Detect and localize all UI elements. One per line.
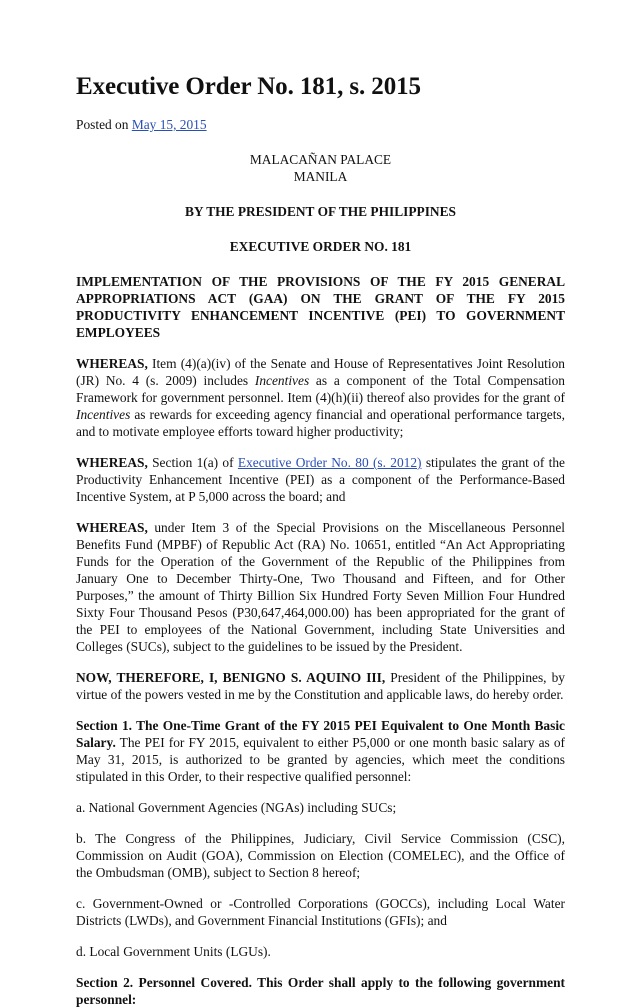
document-title: Executive Order No. 181, s. 2015 bbox=[76, 73, 421, 100]
list-item-d: d. Local Government Units (LGUs). bbox=[76, 944, 271, 959]
order-number: EXECUTIVE ORDER NO. 181 bbox=[229, 239, 412, 254]
emphasis-text: Incentives bbox=[254, 373, 310, 388]
by-line: BY THE PRESIDENT OF THE PHILIPPINES bbox=[185, 204, 456, 219]
posted-line bbox=[76, 116, 565, 133]
now-therefore-paragraph bbox=[76, 669, 565, 703]
section-2-paragraph bbox=[76, 974, 565, 1008]
whereas-paragraph-3 bbox=[76, 519, 565, 655]
list-item-c: c. Government-Owned or -Controlled Corporations (GOCCs), including Local Water Districts (LWDs), and Government Financial Institutions (GFIs); and bbox=[76, 896, 565, 928]
posted-date-link[interactable]: May 15, 2015 bbox=[131, 117, 207, 132]
paragraph-text: Section 1(a) of bbox=[147, 455, 238, 470]
executive-order-80-link[interactable]: Executive Order No. 80 (s. 2012) bbox=[237, 455, 422, 470]
now-therefore-lead: NOW, THEREFORE, I, BENIGNO S. AQUINO III, bbox=[76, 670, 386, 685]
posted-prefix: Posted on bbox=[76, 117, 132, 132]
emphasis-text: Incentives bbox=[76, 407, 131, 422]
paragraph-text: as rewards for exceeding agency financial and operational performance targets, and to motivate employee efforts toward higher productivity; bbox=[76, 407, 565, 439]
paragraph-text: as a component of the Total Compensation Framework for government personnel. Item (4)(h)(ii) thereof also provides for the grant of bbox=[76, 373, 565, 405]
whereas-lead: WHEREAS, bbox=[76, 520, 148, 535]
city-heading: MANILA bbox=[293, 169, 348, 184]
section-1-heading: Section 1. The One-Time Grant of the FY 2015 PEI Equivalent to One Month Basic Salary. bbox=[76, 718, 565, 750]
paragraph-text: stipulates the grant of the Productivity Enhancement Incentive (PEI) as a component of the Performance-Based Incentive System, at P 5,000 across the board; and bbox=[76, 455, 565, 504]
paragraph-text: President of the Philippines, by virtue of the powers vested in me by the Constitution and applicable laws, do hereby order. bbox=[76, 670, 565, 702]
whereas-lead: WHEREAS, bbox=[76, 356, 148, 371]
section-2-heading: Section 2. Personnel Covered. This Order shall apply to the following government personnel: bbox=[76, 975, 565, 1007]
whereas-paragraph-1 bbox=[76, 355, 565, 440]
order-title: IMPLEMENTATION OF THE PROVISIONS OF THE FY 2015 GENERAL APPROPRIATIONS ACT (GAA) ON THE GRANT OF THE FY 2015 PRODUCTIVITY ENHANCEMENT INCENTIVE (PEI) TO GOVERNMENT EMPLOYEES bbox=[76, 274, 565, 340]
paragraph-text: Item (4)(a)(iv) of the Senate and House of Representatives Joint Resolution (JR) No. 4 (s. 2009) includes bbox=[76, 356, 565, 388]
list-item-b: b. The Congress of the Philippines, Judiciary, Civil Service Commission (CSC), Commission on Audit (GOA), Commission on Election (COMELEC), and the Office of the Ombudsman (OMB), subject to Section 8 hereof; bbox=[76, 831, 565, 880]
section-1-paragraph bbox=[76, 717, 565, 785]
palace-heading: MALACAÑAN PALACE bbox=[249, 152, 392, 167]
whereas-paragraph-2 bbox=[76, 454, 565, 505]
paragraph-text: under Item 3 of the Special Provisions on the Miscellaneous Personnel Benefits Fund (MPBF) of Republic Act (RA) No. 10651, entitled “An Act Appropriating Funds for the Operation of the Government of the Republic of the Philippines from January One to December Thirty-One, Two Thousand and Fifteen, and for Other Purposes,” the amount of Thirty Billion Six Hundred Forty Seven Million Four Hundred Sixty Four Thousand Pesos (P30,647,464,000.00) has been appropriated for the grant of the PEI to employees of the National Government, including State Universities and Colleges (SUCs), subject to the guidelines to be issued by the President. bbox=[76, 520, 565, 654]
list-item-a: a. National Government Agencies (NGAs) including SUCs; bbox=[76, 800, 397, 815]
paragraph-text: The PEI for FY 2015, equivalent to either P5,000 or one month basic salary as of May 31, 2015, is authorized to be granted by agencies, which meet the conditions stipulated in this Order, to their respective qualified personnel: bbox=[76, 735, 565, 784]
whereas-lead: WHEREAS, bbox=[76, 455, 148, 470]
